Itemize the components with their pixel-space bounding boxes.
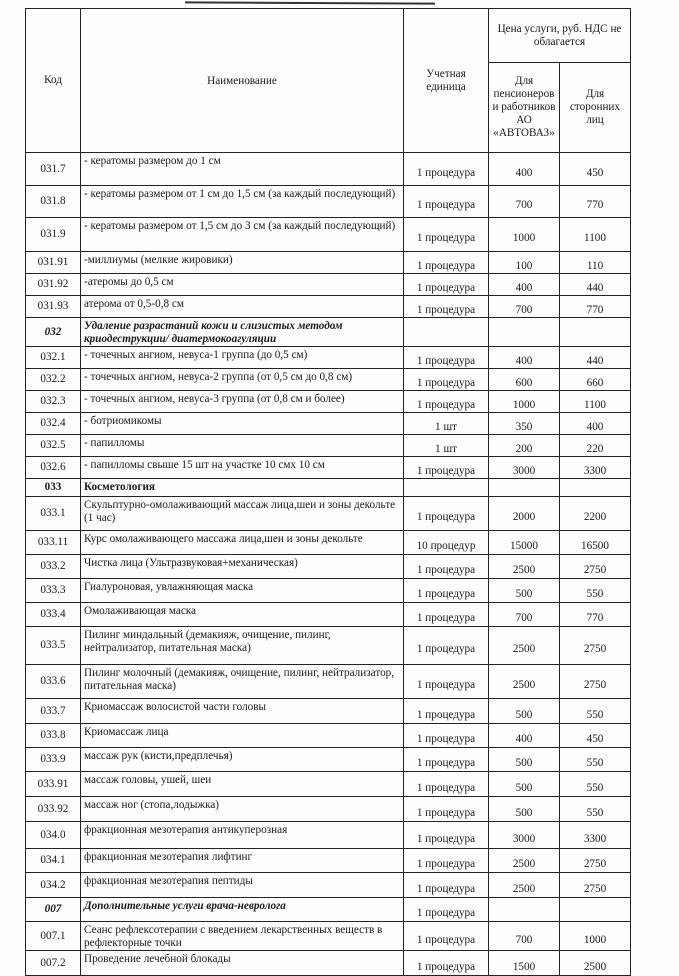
cell-price-others: 1000: [560, 922, 631, 951]
cell-price-employees: 500: [489, 748, 560, 772]
price-list-table: [25, 8, 631, 976]
cell-price-employees: 2500: [489, 849, 560, 873]
table-row: [26, 555, 631, 579]
cell-unit: 1 процедура: [404, 873, 489, 898]
cell-code: 007.1: [26, 922, 81, 951]
cell-code: 032.4: [26, 413, 81, 435]
cell-code: 033.3: [26, 579, 81, 603]
cell-code: 033.4: [26, 603, 81, 627]
cell-price-others: 550: [560, 772, 631, 797]
cell-name: - точечных ангиом, невуса-1 группа (до 0,5 см): [81, 347, 404, 369]
cell-unit: 1 процедура: [404, 748, 489, 772]
cell-unit: 10 процедур: [404, 531, 489, 555]
cell-code: 033.6: [26, 665, 81, 699]
table-row: [26, 347, 631, 369]
cell-price-employees: 1500: [489, 951, 560, 976]
cell-unit: 1 процедура: [404, 497, 489, 531]
table-row: [26, 822, 631, 849]
cell-name: Криомассаж волосистой части головы: [81, 699, 404, 724]
cell-code: 032.1: [26, 347, 81, 369]
cell-name: фракционная мезотерапия пептиды: [81, 873, 404, 898]
cell-price-employees: 2500: [489, 665, 560, 699]
cell-price-employees: 400: [489, 724, 560, 748]
cell-unit: 1 процедура: [404, 627, 489, 665]
cell-price-employees: 500: [489, 579, 560, 603]
cell-name: - кератомы размером от 1 см до 1,5 см (за каждый последующий): [81, 186, 404, 218]
cell-code: 032.2: [26, 369, 81, 391]
cell-code: 032.6: [26, 457, 81, 479]
cell-price-others: 550: [560, 699, 631, 724]
cell-price-employees: 1000: [489, 391, 560, 413]
header-price-employees: Для пенсионеров и работников АО «АВТОВАЗ»: [489, 63, 560, 153]
cell-price-employees: [489, 479, 560, 497]
cell-code: 032: [26, 318, 81, 347]
table-row: [26, 951, 631, 976]
cell-unit: 1 процедура: [404, 951, 489, 976]
cell-code: 033.92: [26, 797, 81, 822]
table-row: [26, 186, 631, 218]
cell-price-employees: 400: [489, 153, 560, 186]
cell-price-others: 550: [560, 797, 631, 822]
cell-name: - ботриомикомы: [81, 413, 404, 435]
cell-unit: 1 процедура: [404, 369, 489, 391]
cell-price-others: 2750: [560, 665, 631, 699]
cell-unit: 1 процедура: [404, 849, 489, 873]
cell-price-employees: 2500: [489, 555, 560, 579]
cell-price-others: 660: [560, 369, 631, 391]
table-row: [26, 579, 631, 603]
cell-price-employees: [489, 318, 560, 347]
cell-price-employees: 700: [489, 603, 560, 627]
cell-price-others: 1100: [560, 218, 631, 252]
section-row: [26, 318, 631, 347]
cell-code: 031.91: [26, 252, 81, 274]
cell-name: Пилинг миндальный (демакияж, очищение, пилинг, нейтрализатор, питательная маска): [81, 627, 404, 665]
table-row: [26, 391, 631, 413]
cell-name: Чистка лица (Ультразвуковая+механическая): [81, 555, 404, 579]
cell-name: Пилинг молочный (демакияж, очищение, пилинг, нейтрализатор, питательная маска): [81, 665, 404, 699]
cell-price-employees: [489, 898, 560, 922]
cell-price-others: 2750: [560, 849, 631, 873]
cell-price-employees: 500: [489, 699, 560, 724]
cell-price-others: 550: [560, 748, 631, 772]
cell-unit: 1 процедура: [404, 699, 489, 724]
cell-unit: 1 процедура: [404, 186, 489, 218]
cell-name: массаж головы, ушей, шеи: [81, 772, 404, 797]
cell-price-others: 550: [560, 579, 631, 603]
cell-price-employees: 15000: [489, 531, 560, 555]
cell-code: 033.9: [26, 748, 81, 772]
table-row: [26, 849, 631, 873]
cell-unit: 1 процедура: [404, 153, 489, 186]
cell-name: Скульптурно-омолаживающий массаж лица,шеи и зоны декольте (1 час): [81, 497, 404, 531]
cell-price-others: 3300: [560, 457, 631, 479]
cell-price-others: 110: [560, 252, 631, 274]
header-unit: Учетная единица: [404, 9, 489, 153]
cell-code: 033.8: [26, 724, 81, 748]
table-row: [26, 603, 631, 627]
cell-price-employees: 3000: [489, 822, 560, 849]
table-row: [26, 369, 631, 391]
cell-price-others: 2750: [560, 873, 631, 898]
cell-unit: 1 процедура: [404, 457, 489, 479]
cell-price-others: 770: [560, 603, 631, 627]
cell-unit: [404, 479, 489, 497]
cell-price-employees: 350: [489, 413, 560, 435]
cell-price-employees: 100: [489, 252, 560, 274]
cell-price-others: 440: [560, 347, 631, 369]
cell-code: 031.7: [26, 153, 81, 186]
cell-price-others: 2750: [560, 627, 631, 665]
cell-code: 031.8: [26, 186, 81, 218]
cell-unit: 1 процедура: [404, 274, 489, 296]
cell-price-employees: 2500: [489, 627, 560, 665]
cell-price-others: 440: [560, 274, 631, 296]
cell-unit: 1 процедура: [404, 579, 489, 603]
cell-name: Сеанс рефлексотерапии с введением лекарственных веществ в рефлекторные точки: [81, 922, 404, 951]
table-body: [26, 153, 631, 976]
cell-price-others: [560, 898, 631, 922]
cell-price-employees: 700: [489, 296, 560, 318]
cell-unit: 1 процедура: [404, 252, 489, 274]
cell-price-others: 450: [560, 153, 631, 186]
cell-price-employees: 500: [489, 772, 560, 797]
cell-code: 033: [26, 479, 81, 497]
cell-name: массаж рук (кисти,предплечья): [81, 748, 404, 772]
cell-name: - точечных ангиом, невуса-3 группа (от 0,8 см и более): [81, 391, 404, 413]
cell-price-others: 2500: [560, 951, 631, 976]
cell-unit: 1 процедура: [404, 391, 489, 413]
cell-unit: 1 процедура: [404, 898, 489, 922]
table-row: [26, 772, 631, 797]
cell-name: - папилломы: [81, 435, 404, 457]
cell-name: Проведение лечебной блокады: [81, 951, 404, 976]
table-row: [26, 413, 631, 435]
cell-price-employees: 600: [489, 369, 560, 391]
cell-name: - кератомы размером до 1 см: [81, 153, 404, 186]
cell-price-others: 220: [560, 435, 631, 457]
table-row: [26, 296, 631, 318]
cell-code: 033.7: [26, 699, 81, 724]
cell-price-employees: 400: [489, 274, 560, 296]
cell-code: 031.92: [26, 274, 81, 296]
table-row: [26, 497, 631, 531]
table-row: [26, 252, 631, 274]
cell-unit: 1 процедура: [404, 772, 489, 797]
cell-price-employees: 3000: [489, 457, 560, 479]
cell-code: 034.2: [26, 873, 81, 898]
cell-code: 033.1: [26, 497, 81, 531]
cell-price-others: 1100: [560, 391, 631, 413]
cell-price-employees: 400: [489, 347, 560, 369]
cell-code: 031.93: [26, 296, 81, 318]
table-row: [26, 724, 631, 748]
cell-unit: 1 процедура: [404, 724, 489, 748]
cell-code: 033.11: [26, 531, 81, 555]
header-code: Код: [26, 9, 81, 153]
table-row: [26, 274, 631, 296]
table-row: [26, 153, 631, 186]
cell-price-employees: 2500: [489, 873, 560, 898]
cell-name: -атеромы до 0,5 см: [81, 274, 404, 296]
cell-unit: 1 процедура: [404, 296, 489, 318]
cell-unit: 1 процедура: [404, 347, 489, 369]
cell-unit: 1 процедура: [404, 665, 489, 699]
cell-price-employees: 2000: [489, 497, 560, 531]
cell-name: Удаление разрастаний кожи и слизистых методом криодеструкции/ диатермокоагуляции: [81, 318, 404, 347]
table-row: [26, 873, 631, 898]
table-row: [26, 797, 631, 822]
cell-unit: 1 шт: [404, 435, 489, 457]
cell-name: - точечных ангиом, невуса-2 группа (от 0,5 см до 0,8 см): [81, 369, 404, 391]
table-row: [26, 699, 631, 724]
cell-price-others: 16500: [560, 531, 631, 555]
cell-price-others: [560, 479, 631, 497]
table-row: [26, 748, 631, 772]
table-row: [26, 457, 631, 479]
cell-name: атерома от 0,5-0,8 см: [81, 296, 404, 318]
cell-unit: 1 процедура: [404, 555, 489, 579]
cell-code: 033.2: [26, 555, 81, 579]
cell-price-employees: 1000: [489, 218, 560, 252]
cell-price-others: 3300: [560, 822, 631, 849]
cell-unit: 1 процедура: [404, 822, 489, 849]
section-row: [26, 898, 631, 922]
cell-code: 034.1: [26, 849, 81, 873]
cell-name: Омолаживающая маска: [81, 603, 404, 627]
table-row: [26, 435, 631, 457]
section-row: [26, 479, 631, 497]
cell-name: Криомассаж лица: [81, 724, 404, 748]
cell-name: -миллиумы (мелкие жировики): [81, 252, 404, 274]
cell-price-others: 770: [560, 296, 631, 318]
cell-price-employees: 700: [489, 922, 560, 951]
cell-name: фракционная мезотерапия антикуперозная: [81, 822, 404, 849]
cell-price-others: 450: [560, 724, 631, 748]
cell-name: - папилломы свыше 15 шт на участке 10 смх 10 см: [81, 457, 404, 479]
cell-unit: 1 процедура: [404, 218, 489, 252]
cell-name: Курс омолаживающего массажа лица,шеи и зоны декольте: [81, 531, 404, 555]
cell-name: Гиалуроновая, увлажняющая маска: [81, 579, 404, 603]
cell-unit: [404, 318, 489, 347]
cell-code: 033.91: [26, 772, 81, 797]
table-row: [26, 922, 631, 951]
cell-price-employees: 500: [489, 797, 560, 822]
cell-price-others: 770: [560, 186, 631, 218]
cell-code: 007.2: [26, 951, 81, 976]
table-row: [26, 218, 631, 252]
table-row: [26, 627, 631, 665]
header-name: Наименование: [81, 9, 404, 153]
cell-price-others: 400: [560, 413, 631, 435]
cell-name: - кератомы размером от 1,5 см до 3 см (за каждый последующий): [81, 218, 404, 252]
cell-name: Косметология: [81, 479, 404, 497]
cell-price-others: [560, 318, 631, 347]
header-price-group: Цена услуги, руб. НДС не облагается: [489, 9, 631, 63]
cell-code: 033.5: [26, 627, 81, 665]
cell-name: фракционная мезотерапия лифтинг: [81, 849, 404, 873]
cell-price-others: 2750: [560, 555, 631, 579]
scan-top-rule: [185, 1, 435, 4]
table-row: [26, 531, 631, 555]
cell-name: массаж ног (стопа,лодыжка): [81, 797, 404, 822]
cell-unit: 1 процедура: [404, 797, 489, 822]
table-row: [26, 665, 631, 699]
cell-unit: 1 процедура: [404, 603, 489, 627]
header-price-others: Для сторонних лиц: [560, 63, 631, 153]
cell-price-others: 2200: [560, 497, 631, 531]
cell-unit: 1 процедура: [404, 922, 489, 951]
cell-price-employees: 200: [489, 435, 560, 457]
cell-code: 007: [26, 898, 81, 922]
cell-code: 032.5: [26, 435, 81, 457]
cell-code: 034.0: [26, 822, 81, 849]
cell-unit: 1 шт: [404, 413, 489, 435]
cell-code: 032.3: [26, 391, 81, 413]
cell-code: 031.9: [26, 218, 81, 252]
cell-name: Дополнительные услуги врача-невролога: [81, 898, 404, 922]
cell-price-employees: 700: [489, 186, 560, 218]
